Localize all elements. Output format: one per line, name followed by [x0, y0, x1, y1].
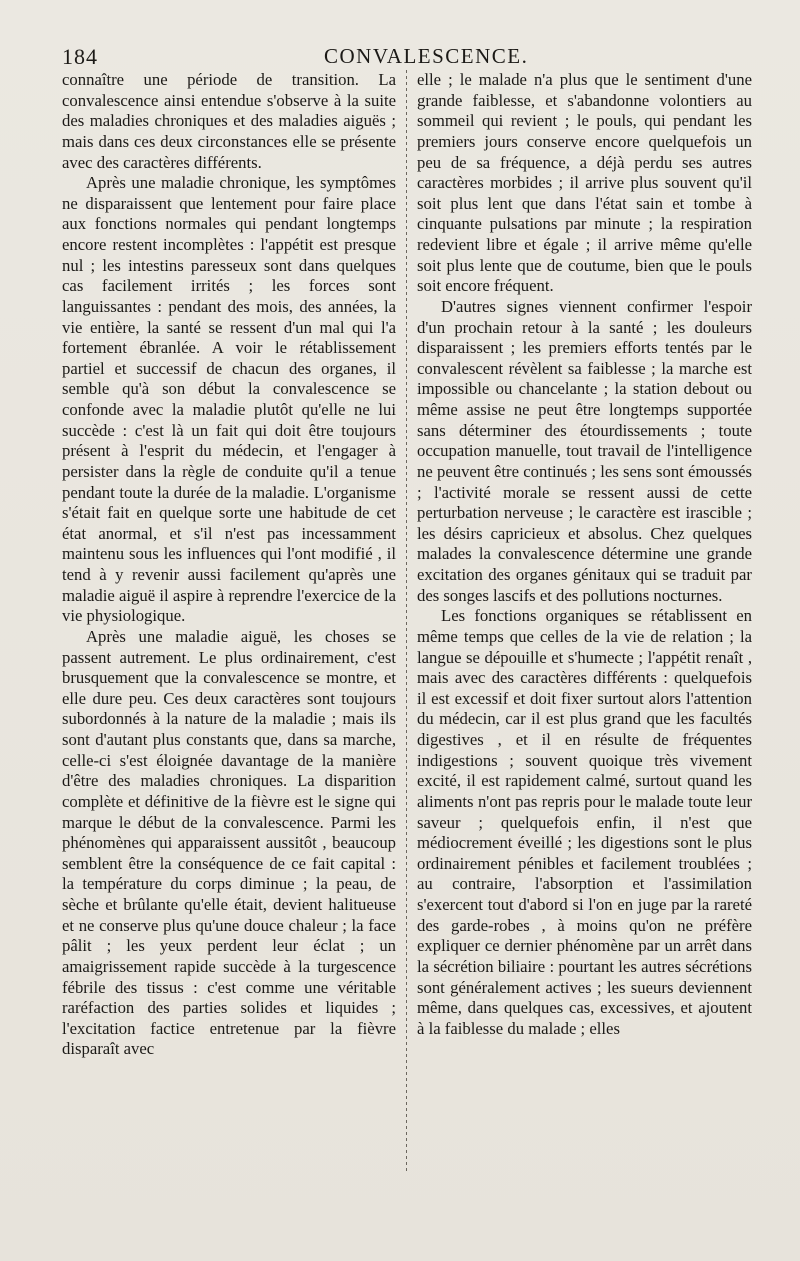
- paragraph: D'autres signes viennent confirmer l'espoir d'un prochain retour à la santé ; les douleurs disparaissent ; les premiers efforts tentés par le convalescent révèlent sa faiblesse ; la marche est impossible ou chancelante ; la station debout ou même assise ne peut être longtemps supportée sans déterminer des étourdissements ; toute occupation manuelle, tout travail de l'intelligence ne peuvent être continués ; les sens sont émoussés ; l'activité morale se ressent aussi de cette perturbation nerveuse ; le caractère est irascible ; les désirs capricieux et absolus. Chez quelques malades la convalescence détermine une grande excitation des organes génitaux qui se traduit par des songes lascifs et des pollutions nocturnes.: [417, 296, 752, 605]
- paragraph: connaître une période de transition. La convalescence ainsi entendue s'observe à la suite des maladies chroniques et des maladies aiguës ; mais dans ces deux circonstances elle se présente avec des caractères différents.: [62, 70, 397, 172]
- text-columns: [62, 70, 752, 1174]
- paragraph: Après une maladie chronique, les symptômes ne disparaissent que lentement pour faire place aux fonctions normales qui pendant longtemps encore restent incomplètes : l'appétit est presque nul ; les intestins paresseux sont dans quelques cas facilement irrités ; les forces sont languissantes : pendant des mois, des années, la vie entière, la santé se ressent d'un mal qui l'a fortement ébranlée. A voir le rétablissement partiel et successif de chacun des organes, il semble qu'à son début la convalescence se confonde avec la maladie plutôt qu'elle ne lui succède : c'est là un fait qui doit être toujours présent à l'esprit du médecin, et l'engager à persister dans la règle de conduite qu'il a tenue pendant toute la durée de la maladie. L'organisme s'était fait en quelque sorte une habitude de cet état anormal, et s'il n'est pas incessamment maintenu sous les influences qui l'ont modifié , il tend à y revenir aussi facilement qu'après une maladie aiguë il aspire à reprendre l'exercice de la vie physiologique.: [62, 173, 397, 626]
- running-title: CONVALESCENCE.: [324, 44, 529, 68]
- page-number: 184: [62, 44, 98, 69]
- paragraph: Les fonctions organiques se rétablissent en même temps que celles de la vie de relation ; la langue se dépouille et s'humecte ; l'appétit renaît , mais avec des caractères différents : quelquefois il est excessif et doit fixer surtout alors l'attention du médecin, car il est plus grand que les facultés digestives , et il en résulte de fréquentes indigestions ; souvent quoique très vivement excité, il est rapidement calmé, surtout quand les aliments n'ont pas repris pour le malade toute leur saveur ; quelquefois enfin, il n'est que médiocrement éveillé ; les digestions sont le plus ordinairement pénibles et facilement troublées ; au contraire, l'absorption et l'assimilation s'exercent tout d'abord si l'on en juge par la rareté des garde-robes , à moins qu'on ne préfère expliquer ce dernier phénomène par un arrêt dans la sécrétion biliaire : pourtant les autres sécrétions sont généralement actives ; les sueurs deviennent même, dans quelques cas, excessives, et ajoutent à la faiblesse du malade ; elles: [417, 606, 752, 1038]
- left-column: [62, 70, 396, 1060]
- page-header: [62, 40, 752, 70]
- column-divider: [406, 70, 407, 1174]
- paragraph: elle ; le malade n'a plus que le sentiment d'une grande faiblesse, et s'abandonne volontiers au sommeil qui revient ; le pouls, qui pendant les premiers jours conserve encore quelquefois un peu de sa fréquence, a déjà perdu ses autres caractères morbides ; il arrive plus souvent qu'il soit plus lent que dans l'état sain et tombe à cinquante pulsations par minute ; la respiration redevient libre et égale ; il arrive même qu'elle soit plus lente que de coutume, bien que le pouls soit encore fréquent.: [417, 70, 752, 296]
- paragraph: Après une maladie aiguë, les choses se passent autrement. Le plus ordinairement, c'est brusquement que la convalescence se montre, et elle dure peu. Ces deux caractères sont toujours subordonnés à la nature de la maladie ; mais ils sont d'autant plus constants que, dans sa marche, celle-ci s'est éloignée davantage de la manière d'être des maladies chroniques. La disparition complète et définitive de la fièvre est le signe qui marque le début de la convalescence. Parmi les phénomènes qui apparaissent aussitôt , beaucoup semblent être la conséquence de ce fait capital : la température du corps diminue ; la peau, de sèche et brûlante qu'elle était, devient halitueuse et ne conserve plus qu'une douce chaleur ; la face pâlit ; les yeux perdent leur éclat ; un amaigrissement rapide succède à la turgescence fébrile des tissus : c'est comme une véritable raréfaction des parties solides et liquides ; l'excitation factice entretenue par la fièvre disparaît avec: [62, 626, 397, 1059]
- right-column: [417, 70, 752, 1039]
